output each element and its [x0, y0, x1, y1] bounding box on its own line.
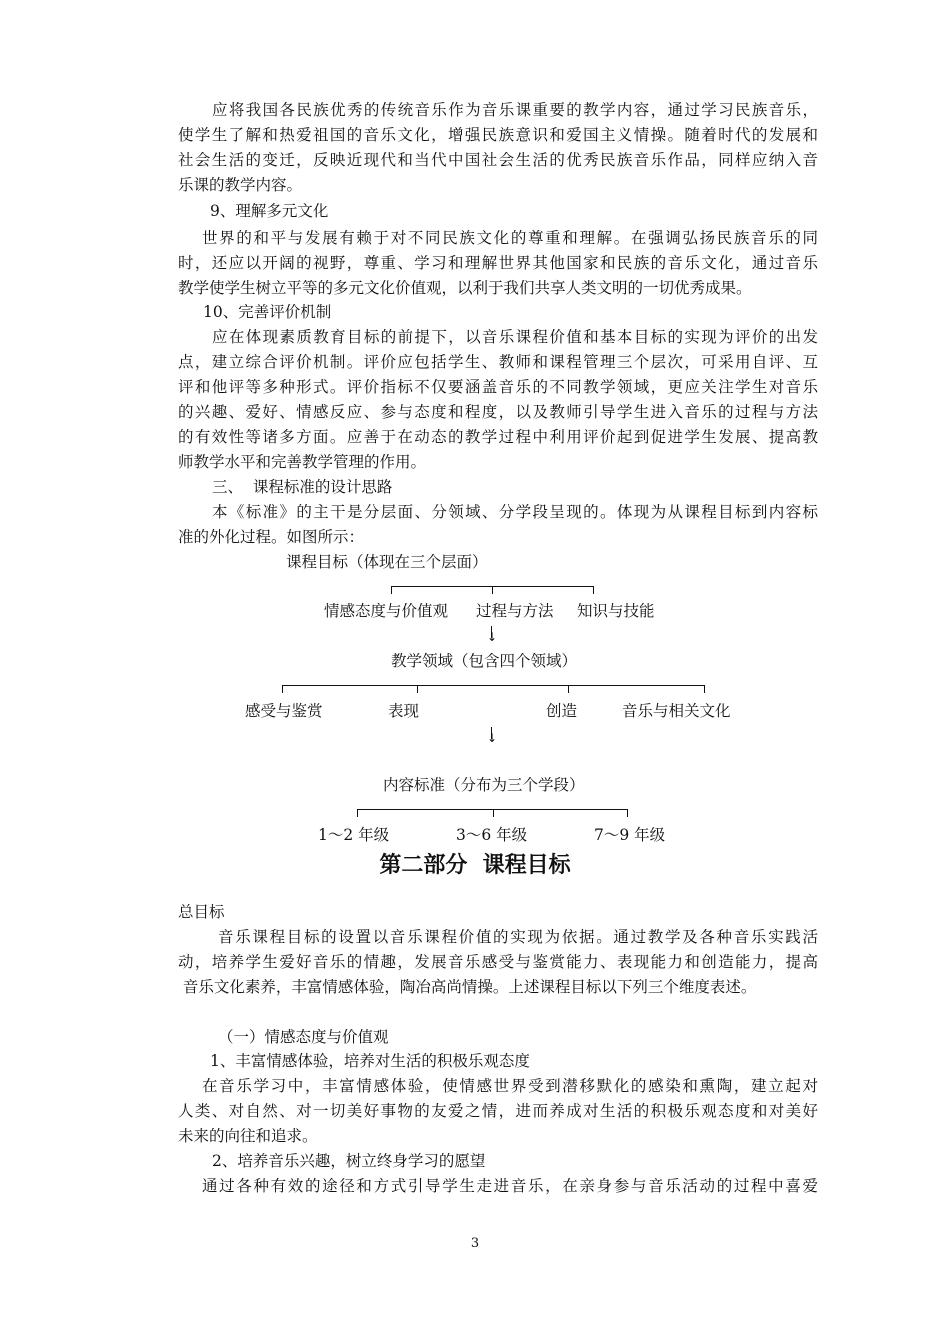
paragraph-line: 乐课的教学内容。 — [178, 176, 303, 194]
diagram-domain-item: 表现 — [388, 702, 420, 720]
diagram-goal-label: 课程目标（体现在三个层面） — [286, 553, 488, 571]
paragraph-line: 本《标准》的主干是分层面、分领域、分学段呈现的。体现为从课程目标到内容标 — [212, 503, 818, 521]
paragraph-line: 应将我国各民族优秀的传统音乐作为音乐课重要的教学内容，通过学习民族音乐， — [212, 101, 818, 119]
paragraph-line: 时，还应以开阔的视野，尊重、学习和理解世界其他国家和民族的音乐文化，通过音乐 — [178, 254, 818, 272]
diagram-goal-item: 知识与技能 — [577, 602, 655, 620]
paragraph-line: 世界的和平与发展有赖于对不同民族文化的尊重和理解。在强调弘扬民族音乐的同 — [202, 229, 818, 247]
diagram-content-item: 1～2 年级 — [318, 826, 390, 844]
paragraph-line: 音乐文化素养，丰富情感体验，陶冶高尚情操。上述课程目标以下列三个维度表述。 — [178, 978, 757, 996]
diagram-domain-item: 音乐与相关文化 — [622, 702, 731, 720]
bracket-tick — [493, 809, 494, 817]
part-title: 第二部分 课程目标 — [379, 853, 571, 878]
diagram-goal-item: 情感态度与价值观 — [324, 602, 449, 620]
section-heading: 三、 课程标准的设计思路 — [212, 478, 393, 496]
paragraph-line: 人类、对自然、对一切美好事物的友爱之情，进而养成对生活的积极乐观态度和对美好 — [178, 1102, 818, 1120]
bracket-tick — [282, 685, 283, 693]
paragraph-line: 动，培养学生爱好音乐的情趣，发展音乐感受与鉴赏能力、表现能力和创造能力，提高 — [178, 953, 818, 971]
item-heading: 1、丰富情感体验，培养对生活的积极乐观态度 — [210, 1052, 530, 1070]
paragraph-line: 应在体现素质教育目标的前提下，以音乐课程价值和基本目标的实现为评价的出发 — [212, 328, 818, 346]
diagram-content-label: 内容标准（分布为三个学段） — [383, 776, 585, 794]
diagram-domain-item: 创造 — [546, 702, 578, 720]
diagram-domain-item: 感受与鉴赏 — [245, 702, 323, 720]
paragraph-line: 社会生活的变迁，反映近现代和当代中国社会生活的优秀民族音乐作品，同样应纳入音 — [178, 151, 818, 169]
subsection-heading: （一）情感态度与价值观 — [218, 1028, 389, 1046]
bracket-tick — [568, 685, 569, 693]
paragraph-line: 的兴趣、爱好、情感反应、参与态度和程度，以及教师引导学生进入音乐的过程与方法 — [178, 403, 818, 421]
paragraph-line: 教学使学生树立平等的多元文化价值观，以利于我们共享人类文明的一切优秀成果。 — [178, 279, 752, 297]
paragraph-line: 在音乐学习中，丰富情感体验，使情感世界受到潜移默化的感染和熏陶，建立起对 — [202, 1077, 818, 1095]
bracket-tick — [704, 685, 705, 693]
paragraph-line: 点，建立综合评价机制。评价应包括学生、教师和课程管理三个层次，可采用自评、互 — [178, 353, 818, 371]
paragraph-line: 准的外化过程。如图所示： — [178, 528, 365, 546]
bracket-tick — [492, 586, 493, 594]
page-number: 3 — [470, 1236, 480, 1251]
bracket-line — [282, 685, 705, 686]
section-heading: 9、理解多元文化 — [210, 202, 329, 220]
bracket-tick — [417, 685, 418, 693]
paragraph-line: 未来的向往和追求。 — [178, 1127, 318, 1145]
arrow-down-icon: ↓ — [487, 630, 498, 644]
bracket-tick — [627, 809, 628, 817]
bracket-tick — [391, 586, 392, 594]
section-heading: 总目标 — [178, 903, 225, 921]
diagram-domain-label: 教学领域（包含四个领域） — [391, 652, 578, 670]
arrow-down-icon: ↓ — [487, 731, 498, 745]
item-heading: 2、培养音乐兴趣，树立终身学习的愿望 — [212, 1152, 486, 1170]
diagram-content-item: 3～6 年级 — [456, 826, 528, 844]
paragraph-line: 通过各种有效的途径和方式引导学生走进音乐，在亲身参与音乐活动的过程中喜爱 — [202, 1177, 818, 1195]
paragraph-line: 师教学水平和完善教学管理的作用。 — [178, 453, 427, 471]
bracket-tick — [357, 809, 358, 817]
diagram-content-item: 7～9 年级 — [594, 826, 666, 844]
paragraph-line: 的有效性等诸多方面。应善于在动态的教学过程中利用评价起到促进学生发展、提高教 — [178, 428, 818, 446]
paragraph-line: 音乐课程目标的设置以音乐课程价值的实现为依据。通过教学及各种音乐实践活 — [218, 928, 818, 946]
bracket-tick — [593, 586, 594, 594]
paragraph-line: 使学生了解和热爱祖国的音乐文化，增强民族意识和爱国主义情操。随着时代的发展和 — [178, 126, 818, 144]
section-heading: 10、完善评价机制 — [203, 303, 332, 321]
paragraph-line: 评和他评等多种形式。评价指标不仅要涵盖音乐的不同教学领域，更应关注学生对音乐 — [178, 378, 818, 396]
diagram-goal-item: 过程与方法 — [476, 602, 554, 620]
